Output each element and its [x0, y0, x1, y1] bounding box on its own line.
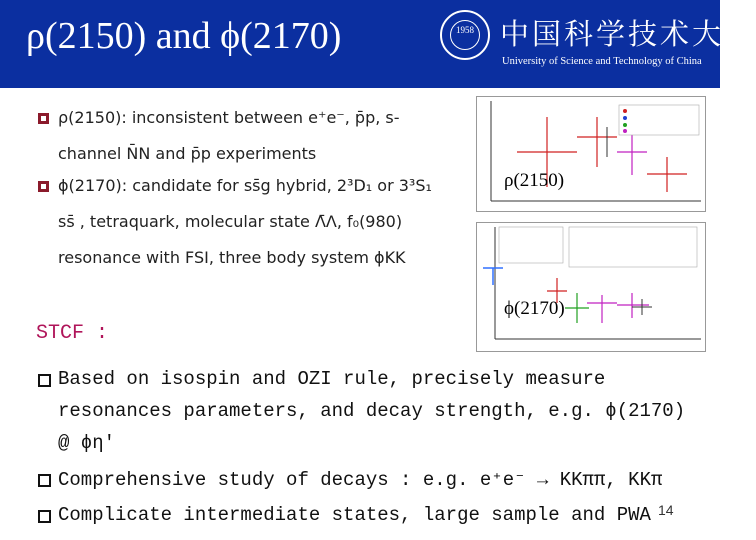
stcf-bullet1-line3: @ ϕη′	[58, 432, 116, 454]
bullet-rho-line1: ρ(2150): inconsistent between e⁺e⁻, p̄p, s-	[58, 108, 400, 127]
university-seal-icon: 1958	[440, 10, 490, 60]
page-number: 14	[658, 502, 674, 518]
phi-plot-label: ϕ(2170)	[504, 298, 565, 319]
checkbox-bullet-icon	[38, 510, 51, 523]
bullet-phi-line2: ss̄ , tetraquark, molecular state Λ̄Λ, f₀(980)	[58, 212, 403, 231]
bullet-icon	[38, 181, 49, 192]
bullet-rho-line2: channel N̄N and p̄p experiments	[58, 144, 317, 163]
checkbox-bullet-icon	[38, 474, 51, 487]
stcf-label: STCF :	[36, 322, 109, 345]
checkbox-bullet-icon	[38, 374, 51, 387]
stcf-bullet3: Complicate intermediate states, large sample and PWA	[58, 504, 651, 526]
university-name-en: University of Science and Technology of China	[502, 56, 702, 67]
phi-width-mass-plot	[476, 222, 706, 352]
bullet-phi-line1: ϕ(2170): candidate for ss̄g hybrid, 2³D₁ or 3³S₁	[58, 176, 432, 195]
title-banner	[0, 0, 756, 88]
slide-title: ρ(2150) and ϕ(2170)	[26, 15, 342, 57]
stcf-bullet1-line2: resonances parameters, and decay strength, e.g. ϕ(2170)	[58, 400, 686, 422]
bullet-phi-line3: resonance with FSI, three body system ϕKK	[58, 248, 406, 267]
stcf-bullet2: Comprehensive study of decays : e.g. e⁺e⁻ → KKππ, KKπ	[58, 469, 663, 491]
university-name-cn: 中国科学技术大学	[500, 17, 756, 51]
bullet-icon	[38, 113, 49, 124]
rho-plot-label: ρ(2150)	[504, 170, 565, 191]
stcf-bullet1-line1: Based on isospin and OZI rule, precisely measure	[58, 368, 606, 390]
rho-width-mass-plot	[476, 96, 706, 212]
